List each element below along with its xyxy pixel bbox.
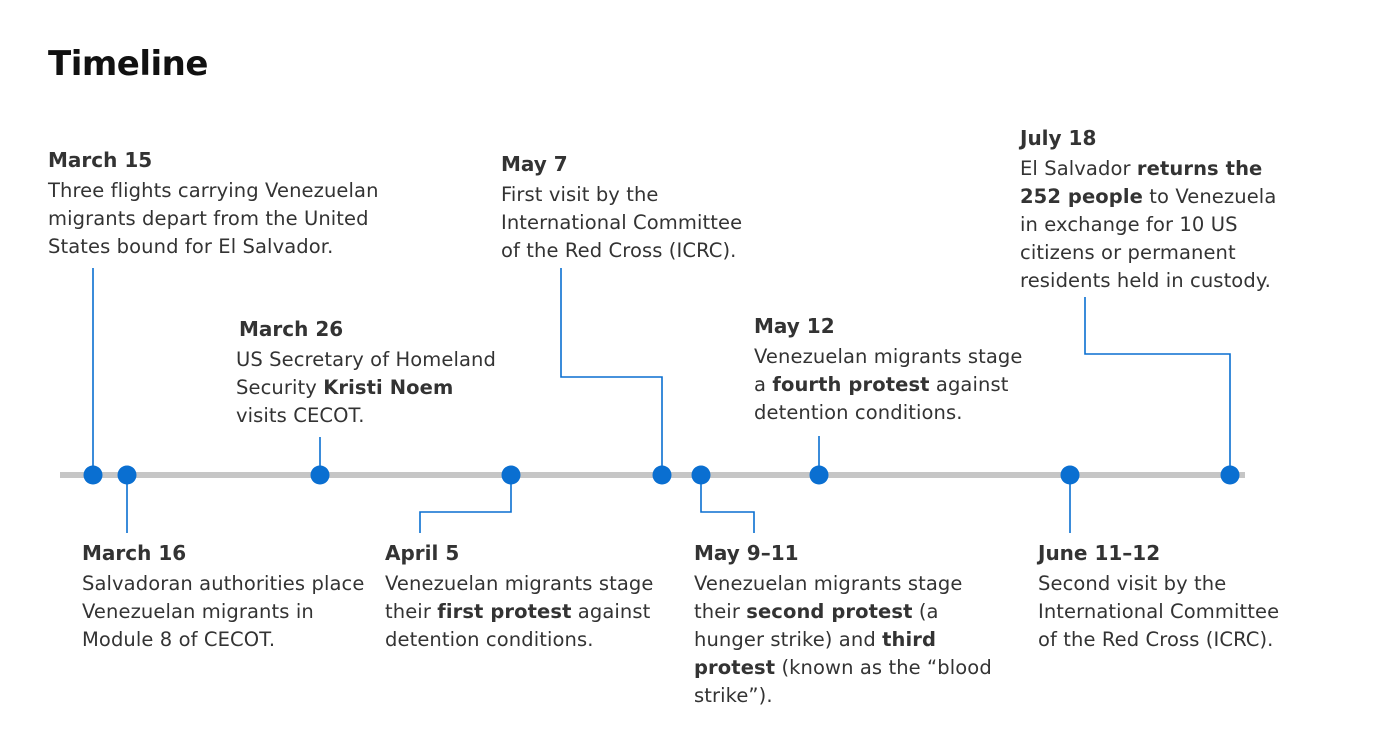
event-marker [653, 466, 672, 485]
event-description-emphasis: Kristi Noem [323, 376, 454, 399]
event-description-text: Venezuelan migrants stage a [754, 345, 1023, 396]
event-date: April 5 [385, 541, 460, 565]
event-description [236, 346, 506, 430]
event-connector [420, 475, 511, 533]
event-description [501, 181, 756, 265]
event-marker [1061, 466, 1080, 485]
event-date: May 12 [754, 314, 835, 338]
event-description-text: (known as the “blood strike”). [694, 656, 992, 707]
event-connector [561, 268, 662, 475]
event-date: May 9–11 [694, 541, 799, 565]
event-description-text: (a hunger strike) and [694, 600, 939, 651]
event-marker [84, 466, 103, 485]
event-date: May 7 [501, 152, 568, 176]
event-description-emphasis: first protest [437, 600, 572, 623]
event-description-text: Second visit by the International Committee of the Red Cross (ICRC). [1038, 572, 1280, 651]
event-marker [692, 466, 711, 485]
event-description-text: Salvadoran authorities place Venezuelan migrants in Module 8 of CECOT. [82, 572, 365, 651]
event-description-text: Venezuelan migrants stage their [694, 572, 963, 623]
event-date: March 15 [48, 148, 153, 172]
event-description-text: El Salvador [1020, 157, 1137, 180]
event-marker [118, 466, 137, 485]
event-marker [810, 466, 829, 485]
event-marker [1221, 466, 1240, 485]
event-description-text: Three flights carrying Venezuelan migrants depart from the United States bound for El Salvador. [48, 179, 379, 258]
event-connector [701, 475, 754, 533]
event-description-text: US Secretary of Homeland Security [236, 348, 496, 399]
event-description-text: to Venezuela in exchange for 10 US citizens or permanent residents held in custody. [1020, 185, 1277, 292]
event-description-text: First visit by the International Committee of the Red Cross (ICRC). [501, 183, 743, 262]
event-date: March 26 [239, 317, 344, 341]
timeline-event [1038, 540, 1293, 654]
event-description-emphasis: returns the 252 people [1020, 157, 1263, 208]
timeline-event [48, 147, 393, 261]
timeline-event [1020, 125, 1295, 295]
event-description-text: against detention conditions. [754, 373, 1009, 424]
event-description-text: against detention conditions. [385, 600, 651, 651]
event-description [48, 177, 393, 261]
event-date: July 18 [1020, 126, 1097, 150]
timeline-event [754, 313, 1034, 427]
page-title: Timeline [48, 44, 208, 84]
timeline-event [694, 540, 1014, 710]
event-description [754, 343, 1034, 427]
event-description-text: Venezuelan migrants stage their [385, 572, 654, 623]
event-date: March 16 [82, 541, 187, 565]
event-connector [1085, 297, 1230, 475]
timeline-event [236, 316, 506, 430]
event-description-emphasis: second protest [746, 600, 913, 623]
event-description-emphasis: fourth protest [772, 373, 930, 396]
event-description [82, 570, 372, 654]
timeline-event [501, 151, 756, 265]
event-description [1020, 155, 1295, 295]
event-description-emphasis: third protest [694, 628, 937, 679]
timeline-event [82, 540, 372, 654]
event-description [385, 570, 670, 654]
event-description-text: visits CECOT. [236, 404, 365, 427]
event-description [1038, 570, 1293, 654]
event-marker [311, 466, 330, 485]
event-description [694, 570, 1014, 710]
event-date: June 11–12 [1038, 541, 1161, 565]
event-marker [502, 466, 521, 485]
timeline-event [385, 540, 670, 654]
